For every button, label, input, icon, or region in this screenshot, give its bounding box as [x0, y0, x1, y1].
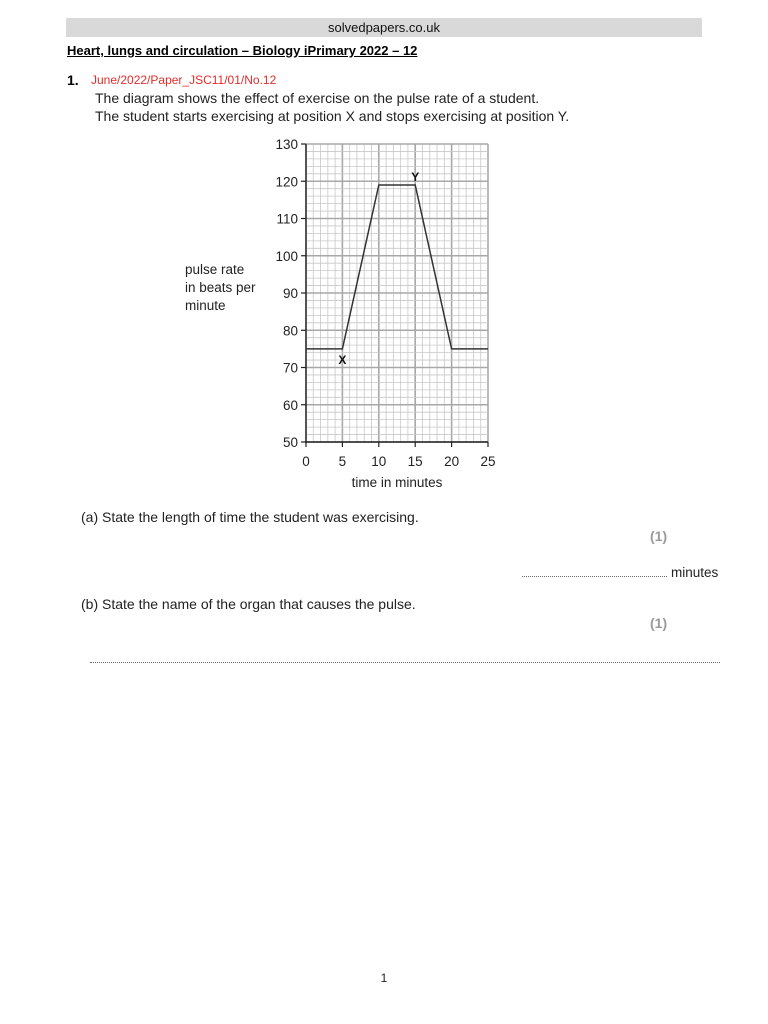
x-tick-label: 20 — [444, 454, 460, 469]
y-tick-label: 90 — [282, 286, 298, 301]
pulse-rate-line — [306, 185, 488, 349]
part-a-answer-line[interactable] — [522, 576, 667, 577]
x-tick-label: 15 — [407, 454, 423, 469]
y-tick-label: 120 — [275, 174, 298, 190]
y-tick-label: 60 — [282, 397, 298, 413]
part-a-question: (a) State the length of time the student was exercising. — [81, 509, 419, 525]
y-axis-label-line-3: minute — [185, 298, 226, 313]
question-number: 1. — [67, 72, 79, 88]
x-tick-label: 25 — [480, 454, 496, 469]
x-tick-label: 5 — [338, 454, 347, 469]
document-title: Heart, lungs and circulation – Biology iPrimary 2022 – 12 — [67, 43, 418, 58]
page-number: 1 — [380, 971, 388, 985]
x-tick-label: 10 — [371, 454, 387, 469]
site-banner: solvedpapers.co.uk — [66, 18, 702, 37]
annotation-x: X — [338, 352, 347, 367]
x-axis-label: time in minutes — [351, 475, 443, 490]
y-tick-label: 80 — [282, 323, 298, 339]
part-b-question: (b) State the name of the organ that causes the pulse. — [81, 596, 416, 612]
y-tick-label: 50 — [282, 435, 298, 450]
part-b-marks: (1) — [650, 615, 668, 631]
y-axis-label-line-2: in beats per — [185, 280, 256, 295]
y-tick-label: 100 — [275, 248, 298, 264]
part-b-answer-line[interactable] — [90, 662, 720, 663]
annotation-y: Y — [411, 169, 420, 184]
question-text-line-1: The diagram shows the effect of exercise on the pulse rate of a student. — [95, 90, 540, 106]
x-tick-label: 0 — [302, 454, 310, 469]
part-a-unit: minutes — [671, 565, 719, 580]
y-tick-label: 70 — [282, 360, 298, 376]
question-reference: June/2022/Paper_JSC11/01/No.12 — [91, 73, 277, 87]
y-axis-label-line-1: pulse rate — [185, 262, 245, 277]
y-tick-label: 110 — [276, 211, 298, 227]
y-tick-label: 130 — [275, 137, 298, 152]
question-text-line-2: The student starts exercising at position X and stops exercising at position Y. — [95, 108, 570, 124]
part-a-marks: (1) — [650, 528, 668, 544]
